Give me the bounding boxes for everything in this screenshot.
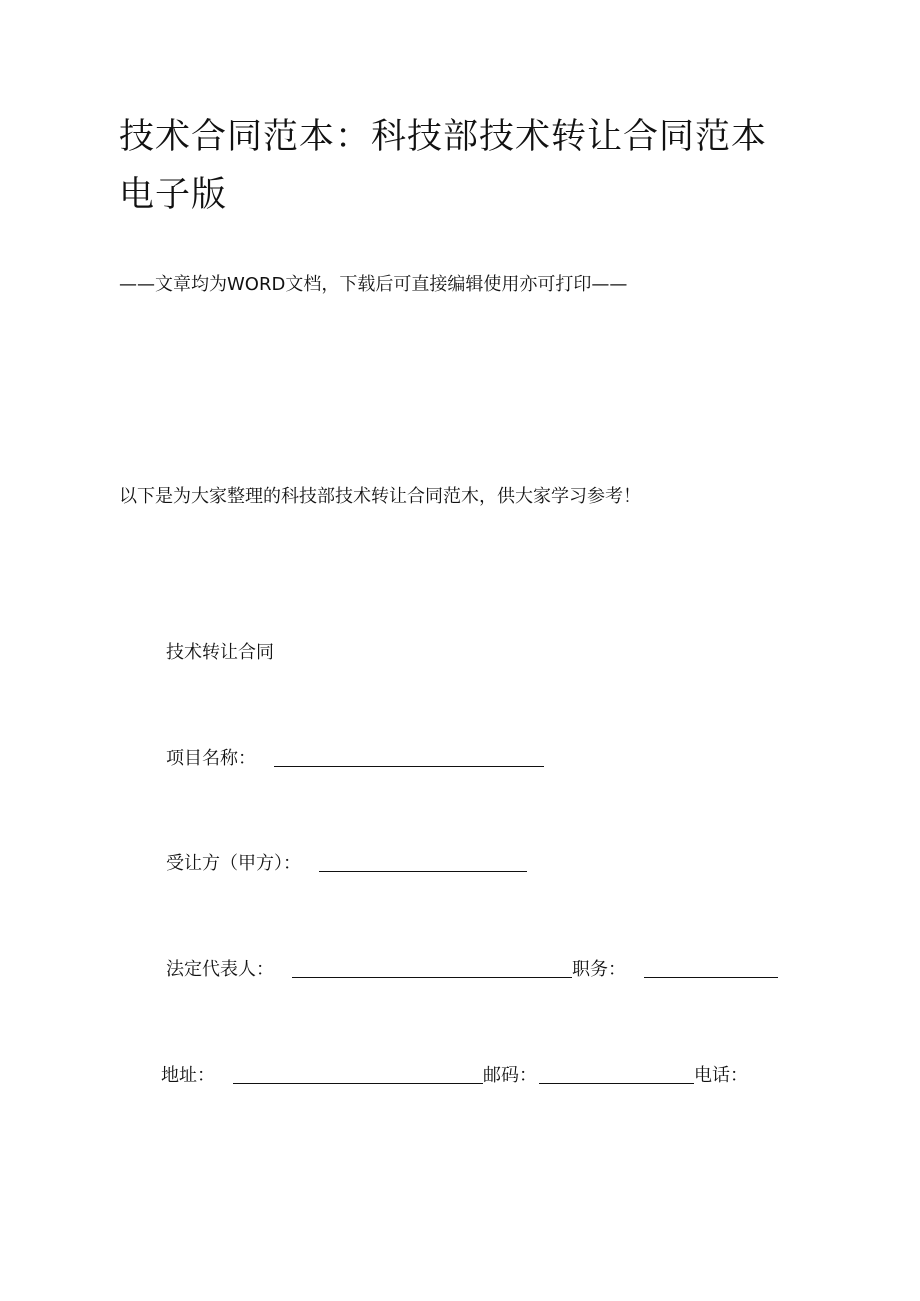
address-blank[interactable] <box>233 1065 483 1084</box>
phone-label: 电话： <box>694 1065 748 1086</box>
postcode-label: 邮码： <box>483 1065 537 1086</box>
project-name-row <box>166 746 544 772</box>
intro-paragraph: 以下是为大家整理的科技部技术转让合同范木，供大家学习参考！ <box>119 486 641 507</box>
legal-rep-blank[interactable] <box>292 959 572 978</box>
document-subtitle: ——文章均为WORD文档，下载后可直接编辑使用亦可打印—— <box>119 274 628 295</box>
transferee-row <box>166 851 527 877</box>
project-name-blank[interactable] <box>274 748 544 767</box>
postcode-blank[interactable] <box>539 1065 694 1084</box>
position-blank[interactable] <box>644 959 778 978</box>
legal-rep-row <box>166 957 778 983</box>
document-title: 技术合同范本：科技部技术转让合同范本电子版 <box>119 117 768 215</box>
project-name-label: 项目名称： <box>166 748 256 769</box>
transferee-blank[interactable] <box>319 853 527 872</box>
address-label: 地址： <box>161 1065 215 1086</box>
transferee-label: 受让方（甲方）： <box>166 853 301 874</box>
legal-rep-label: 法定代表人： <box>166 959 274 980</box>
contract-heading: 技术转让合同 <box>166 642 274 663</box>
address-row <box>161 1063 748 1089</box>
position-label: 职务： <box>572 959 626 980</box>
